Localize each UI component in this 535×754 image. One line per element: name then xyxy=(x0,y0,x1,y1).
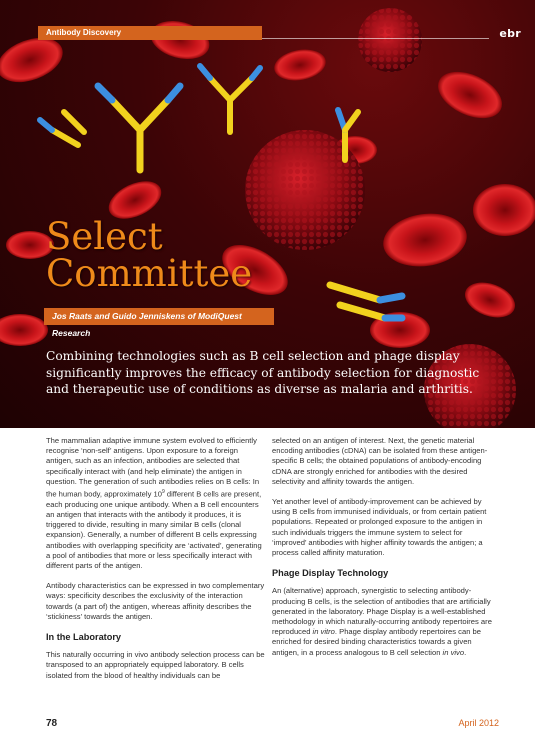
body-paragraph: selected on an antigen of interest. Next, the genetic material encoding antibodies (cDNA) can be isolated from these antigen-specific B cells; the obtained populations of antibody-encoding cDNA are strongly enriched for antibodies with the desired selectivity and affinity towards the antigen. xyxy=(272,436,488,486)
red-blood-cell xyxy=(460,276,520,324)
antibody xyxy=(200,66,260,132)
subheading-phage-display: Phage Display Technology xyxy=(272,568,389,579)
lymphocyte xyxy=(358,8,422,72)
body-paragraph: Antibody characteristics can be expressed in two complementary ways: specificity describes the exclusivity of the interaction towards (a part of) the antigen, whereas affinity describes the ‘stickiness’ towards the antigen. xyxy=(46,581,265,621)
brand-logo: ebr xyxy=(499,27,521,40)
body-column-left xyxy=(46,436,266,691)
header-rule xyxy=(262,38,489,39)
title-line-1: Select xyxy=(46,215,163,258)
body-paragraph: Yet another level of antibody-improvement can be achieved by using B cells from immunised individuals, or from certain patient populations. Repeated or prolonged exposure to the antigen in such individuals triggers the immune system to select for ‘improved’ antibodies with higher affinity towards the antigen; a process called affinity maturation. xyxy=(272,497,487,558)
body-paragraph: This naturally occurring in vivo antibody selection process can be transposed to an appropriately equipped laboratory. B cells isolated from the blood of healthy individuals can be xyxy=(46,650,265,680)
antibody xyxy=(98,86,180,170)
red-blood-cell xyxy=(0,314,48,346)
antibody xyxy=(40,112,84,145)
red-blood-cell xyxy=(272,46,328,85)
section-tag: Antibody Discovery xyxy=(38,26,262,40)
standfirst: Combining technologies such as B cell selection and phage display significantly improves the efficacy of antibody selection for diagnostic and therapeutic use of conditions as diverse as malaria and arthritis. xyxy=(46,349,480,396)
article-title xyxy=(46,215,253,295)
body-paragraph: An (alternative) approach, synergistic to selecting antibody-producing B cells, is the selection of antibodies that are artificially generated in the laboratory. Phage Display is a well-established methodology in which naturally-occurring antibody repertoires are reproduced in vitro. Phage display antibody repertoires can be enriched for desired binding characteristics towards a given antigen, in a process analogous to B cell selection in vivo. xyxy=(272,586,492,657)
red-blood-cell xyxy=(473,184,535,236)
byline: Jos Raats and Guido Jenniskens of ModiQuest Research xyxy=(44,308,274,325)
body-paragraph: The mammalian adaptive immune system evolved to efficiently recognise ‘non-self’ antigens. Upon exposure to a foreign antigen, such as an infection, antibodies are selected that specifically interact with (and help eliminate) the antigen in question. The generation of such antibodies relies on B cells: In the human body, approximately $10^9$ different B cells are present, each producing one unique antibody. When a B cell encounters an antigen that interacts with the antibody it produces, it is triggered to divide, resulting in many similar B cells (clonal expansion). Generally, a number of different B cells expressing antibodies with overlapping specificity are ‘activated’, generating a pool of antibodies that more or less specifically interact with different parts of the antigen. xyxy=(46,436,262,570)
page-number: 78 xyxy=(46,718,58,729)
red-blood-cell xyxy=(431,63,510,128)
red-blood-cell xyxy=(146,15,213,65)
red-blood-cell xyxy=(380,208,470,271)
body-column-right xyxy=(272,436,492,668)
subheading-in-the-laboratory: In the Laboratory xyxy=(46,631,122,642)
issue-date: April 2012 xyxy=(458,718,499,728)
title-line-2: Committee xyxy=(46,252,253,295)
